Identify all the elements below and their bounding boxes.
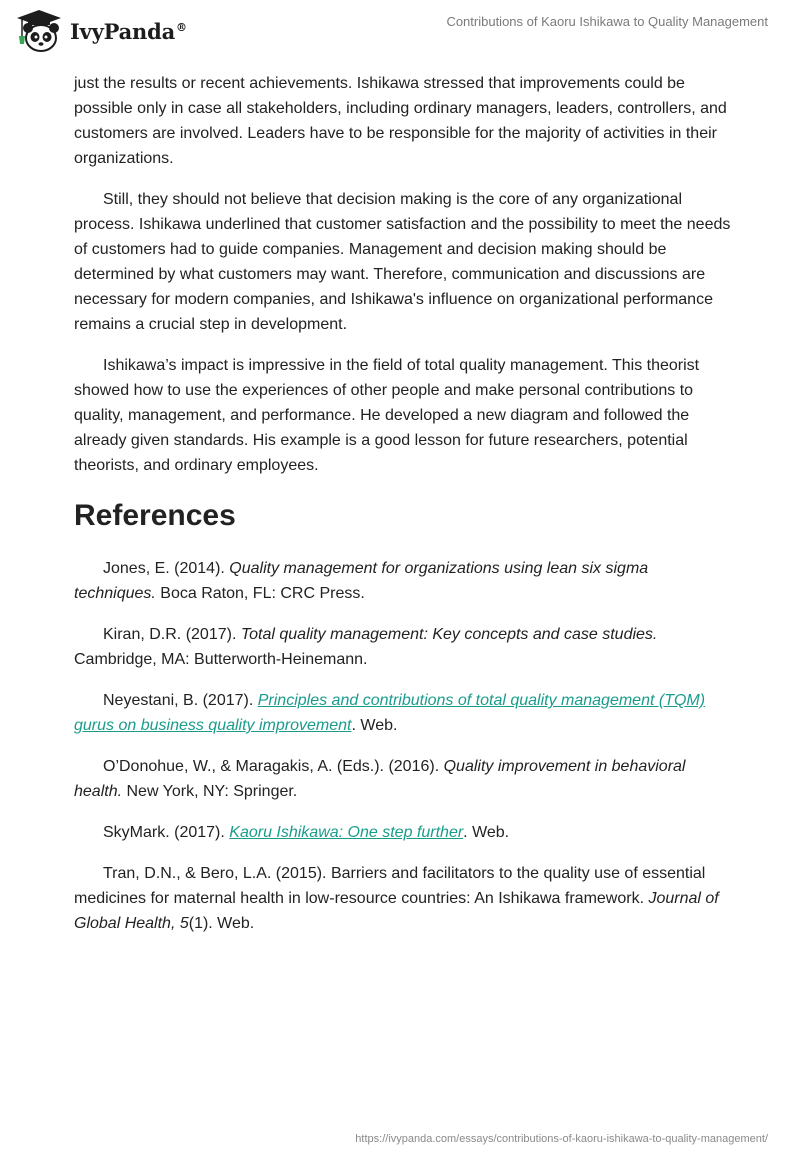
body-paragraph: Ishikawa’s impact is impressive in the field of total quality management. This theorist showed how to use the experiences of other people and make personal contributions to quality, management, and performance. He developed a new diagram and followed the already given standards. His example is a good lesson for future researchers, potential theorists, and ordinary employees. [74,357,700,474]
reference-link[interactable]: Principles and contributions of total quality management (TQM) gurus on business quality improvement [74,692,706,734]
body-paragraph: just the results or recent achievements. Ishikawa stressed that improvements could be possible only in case all stakeholders, including ordinary managers, leaders, controllers, and customers are involved. Leaders have to be responsible for the majority of activities in their organizations. [74,75,727,167]
essay-content [74,71,734,952]
reference-item: Kiran, D.R. (2017). Total quality management: Key concepts and case studies. Cambridge, MA: Butterworth-Heinemann. [74,626,658,668]
body-paragraph: Still, they should not believe that decision making is the core of any organizational process. Ishikawa underlined that customer satisfaction and the possibility to meet the needs of customers had to guide companies. Management and decision making should be determined by what customers may want. Therefore, communication and discussions are necessary for modern companies, and Ishikawa's influence on organizational performance remains a crucial step in development. [74,191,731,333]
references-heading: References [74,499,236,532]
source-url[interactable]: https://ivypanda.com/essays/contributions-of-kaoru-ishikawa-to-quality-management/ [355,1133,768,1145]
reference-item: Tran, D.N., & Bero, L.A. (2015). Barriers and facilitators to the quality use of essential medicines for maternal health in low-resource countries: An Ishikawa framework. Journal of Global Health, 5(1). Web. [74,865,719,932]
document-title: Contributions of Kaoru Ishikawa to Quality Management [446,14,768,29]
reference-item: SkyMark. (2017). Kaoru Ishikawa: One step further. Web. [103,824,510,841]
reference-list [74,556,734,936]
reference-item: Neyestani, B. (2017). Principles and contributions of total quality management (TQM) gurus on business quality improvement. Web. [74,692,706,734]
reference-link[interactable]: Kaoru Ishikawa: One step further [229,824,464,841]
panda-graduate-icon [14,8,64,54]
reference-item: Jones, E. (2014). Quality management for organizations using lean six sigma techniques. Boca Raton, FL: CRC Press. [74,560,649,602]
ivypanda-logo[interactable] [14,8,187,54]
page-header [0,0,800,70]
logo-wordmark: IvyPanda® [70,18,187,44]
reference-item: O’Donohue, W., & Maragakis, A. (Eds.). (2016). Quality improvement in behavioral health. New York, NY: Springer. [74,758,686,800]
